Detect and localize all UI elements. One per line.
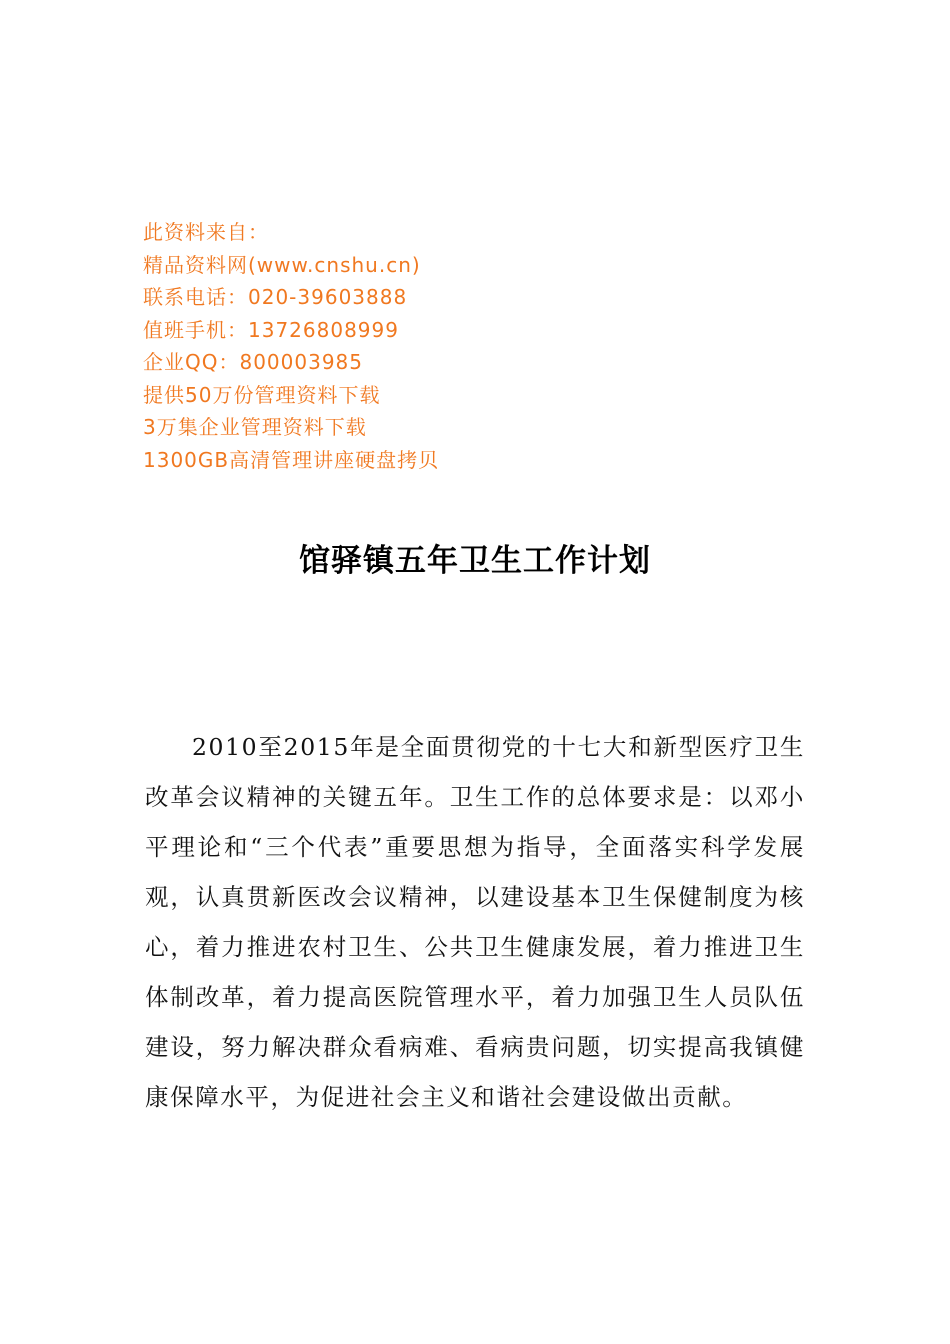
source-line-offer-videos: 3万集企业管理资料下载	[143, 415, 367, 439]
source-info-block	[143, 216, 703, 476]
source-line-qq: 企业QQ：800003985	[143, 350, 364, 374]
document-title: 馆驿镇五年卫生工作计划	[299, 543, 651, 579]
source-line-phone: 联系电话：020-39603888	[143, 285, 408, 309]
source-line-offer-lectures: 1300GB高清管理讲座硬盘拷贝	[143, 447, 440, 472]
body-paragraph: 2010至2015年是全面贯彻党的十七大和新型医疗卫生改革会议精神的关键五年。卫生工作的总体要求是：以邓小平理论和“三个代表”重要思想为指导，全面落实科学发展观，认真贯新医改会议精神，以建设基本卫生保健制度为核心，着力推进农村卫生、公共卫生健康发展，着力推进卫生体制改革，着力提高医院管理水平，着力加强卫生人员队伍建设，努力解决群众看病难、看病贵问题，切实提高我镇健康保障水平，为促进社会主义和谐社会建设做出贡献。	[145, 733, 805, 1111]
source-line-mobile: 值班手机：13726808999	[143, 317, 399, 342]
source-line-offer-docs: 提供50万份管理资料下载	[143, 382, 381, 407]
source-line-intro: 此资料来自：	[143, 220, 269, 244]
source-line-website: 精品资料网(www.cnshu.cn)	[143, 252, 421, 277]
